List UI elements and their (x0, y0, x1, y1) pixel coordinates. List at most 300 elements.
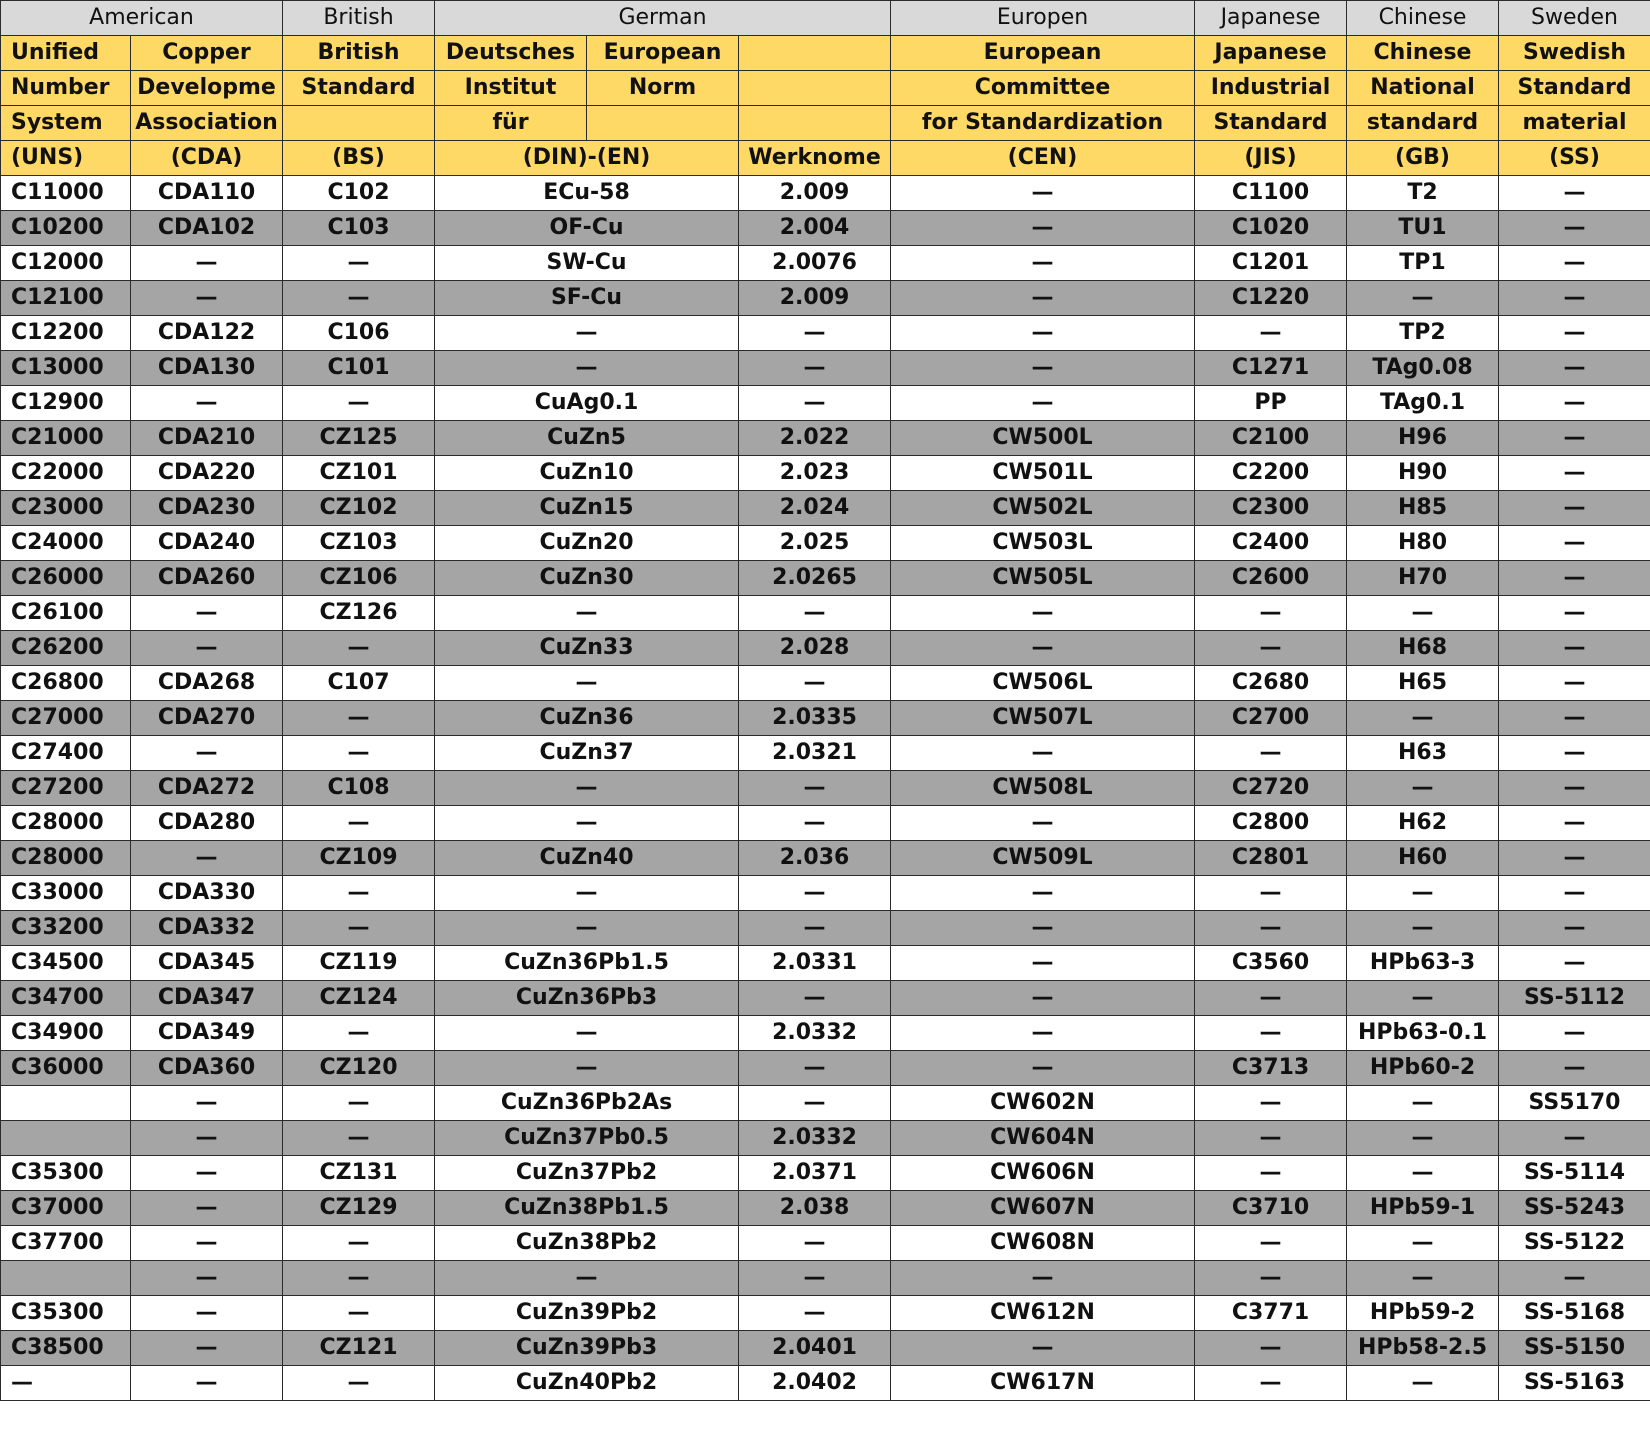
bs-header: British (283, 36, 435, 71)
werk-cell: 2.0332 (739, 1016, 891, 1051)
din-en-cell: CuAg0.1 (435, 386, 739, 421)
bs-cell: — (283, 246, 435, 281)
din-en-cell: OF-Cu (435, 211, 739, 246)
ss-cell: — (1499, 491, 1650, 526)
werk-cell: — (739, 316, 891, 351)
bs-cell: CZ121 (283, 1331, 435, 1366)
cen-cell: — (891, 351, 1195, 386)
bs-cell: — (283, 631, 435, 666)
cen-cell: — (891, 386, 1195, 421)
bs-cell: CZ106 (283, 561, 435, 596)
uns-cell: C28000 (1, 806, 131, 841)
werk-cell: 2.004 (739, 211, 891, 246)
din-header: Institut (435, 71, 587, 106)
cda-abbrev: (CDA) (131, 141, 283, 176)
jis-cell: C2100 (1195, 421, 1347, 456)
cen-cell: — (891, 1261, 1195, 1296)
werk-cell: 2.009 (739, 176, 891, 211)
uns-cell: C33200 (1, 911, 131, 946)
din-en-cell: — (435, 1016, 739, 1051)
ss-cell: — (1499, 631, 1650, 666)
jis-cell: C1271 (1195, 351, 1347, 386)
table-row (1, 561, 1650, 596)
ss-cell: — (1499, 1051, 1650, 1086)
din-en-cell: CuZn36Pb2As (435, 1086, 739, 1121)
cda-cell: — (131, 1366, 283, 1401)
gb-cell: — (1347, 1086, 1499, 1121)
cda-cell: — (131, 1191, 283, 1226)
ss-cell: — (1499, 351, 1650, 386)
din-en-cell: CuZn40 (435, 841, 739, 876)
jis-cell: C3713 (1195, 1051, 1347, 1086)
ss-cell: — (1499, 421, 1650, 456)
ss-cell: — (1499, 281, 1650, 316)
bs-cell: CZ124 (283, 981, 435, 1016)
din-en-cell: CuZn37Pb0.5 (435, 1121, 739, 1156)
bs-cell: — (283, 876, 435, 911)
table-row (1, 176, 1650, 211)
cen-cell: CW508L (891, 771, 1195, 806)
table-row (1, 1226, 1650, 1261)
din-en-cell: CuZn20 (435, 526, 739, 561)
werk-cell: 2.009 (739, 281, 891, 316)
din-header: Deutsches (435, 36, 587, 71)
cen-cell: CW602N (891, 1086, 1195, 1121)
ss-cell: SS-5163 (1499, 1366, 1650, 1401)
bs-cell: CZ126 (283, 596, 435, 631)
gb-cell: T2 (1347, 176, 1499, 211)
gb-cell: H65 (1347, 666, 1499, 701)
ss-cell: SS-5168 (1499, 1296, 1650, 1331)
bs-cell: — (283, 701, 435, 736)
ss-cell: — (1499, 771, 1650, 806)
standard-header-row-4 (1, 141, 1650, 176)
uns-cell: C23000 (1, 491, 131, 526)
cen-cell: — (891, 316, 1195, 351)
bs-cell: CZ131 (283, 1156, 435, 1191)
uns-cell: C22000 (1, 456, 131, 491)
bs-header: Standard (283, 71, 435, 106)
bs-cell: — (283, 1261, 435, 1296)
din-en-cell: CuZn40Pb2 (435, 1366, 739, 1401)
jis-cell: — (1195, 1156, 1347, 1191)
jis-header: Standard (1195, 106, 1347, 141)
din-en-cell: — (435, 316, 739, 351)
ss-cell: SS-5122 (1499, 1226, 1650, 1261)
uns-header: System (1, 106, 131, 141)
werk-cell: — (739, 771, 891, 806)
cen-cell: — (891, 946, 1195, 981)
cda-cell: — (131, 596, 283, 631)
country-sweden: Sweden (1499, 1, 1650, 36)
ss-cell: — (1499, 561, 1650, 596)
ss-cell: — (1499, 456, 1650, 491)
jis-cell: — (1195, 1366, 1347, 1401)
din-en-cell: CuZn37Pb2 (435, 1156, 739, 1191)
ss-cell: — (1499, 1121, 1650, 1156)
standard-header-row-3 (1, 106, 1650, 141)
bs-cell: CZ125 (283, 421, 435, 456)
cda-cell: CDA272 (131, 771, 283, 806)
jis-cell: C3710 (1195, 1191, 1347, 1226)
werk-cell: 2.0332 (739, 1121, 891, 1156)
werk-cell: 2.0402 (739, 1366, 891, 1401)
bs-header (283, 106, 435, 141)
bs-cell: CZ119 (283, 946, 435, 981)
bs-cell: CZ129 (283, 1191, 435, 1226)
table-row (1, 631, 1650, 666)
cda-header: Association (131, 106, 283, 141)
din-en-cell: — (435, 1261, 739, 1296)
werk-cell: — (739, 596, 891, 631)
gb-cell: TP1 (1347, 246, 1499, 281)
ss-cell: — (1499, 596, 1650, 631)
gb-abbrev: (GB) (1347, 141, 1499, 176)
jis-cell: — (1195, 1121, 1347, 1156)
bs-cell: CZ120 (283, 1051, 435, 1086)
cda-cell: CDA349 (131, 1016, 283, 1051)
ss-cell: — (1499, 736, 1650, 771)
gb-cell: H63 (1347, 736, 1499, 771)
uns-cell: C34900 (1, 1016, 131, 1051)
uns-cell: C26200 (1, 631, 131, 666)
ss-cell: — (1499, 841, 1650, 876)
bs-cell: C108 (283, 771, 435, 806)
table-row (1, 596, 1650, 631)
cda-cell: CDA130 (131, 351, 283, 386)
ss-cell: — (1499, 176, 1650, 211)
din-en-cell: — (435, 771, 739, 806)
din-en-cell: — (435, 1051, 739, 1086)
werk-cell: — (739, 1086, 891, 1121)
cen-cell: CW503L (891, 526, 1195, 561)
jis-cell: — (1195, 1086, 1347, 1121)
bs-cell: — (283, 806, 435, 841)
gb-cell: — (1347, 596, 1499, 631)
werk-cell: — (739, 981, 891, 1016)
werk-header (739, 71, 891, 106)
gb-cell: H80 (1347, 526, 1499, 561)
bs-cell: — (283, 281, 435, 316)
jis-cell: C2680 (1195, 666, 1347, 701)
gb-cell: H90 (1347, 456, 1499, 491)
country-american: American (1, 1, 283, 36)
ss-header: Swedish (1499, 36, 1650, 71)
jis-cell: — (1195, 911, 1347, 946)
table-row (1, 806, 1650, 841)
country-header-row (1, 1, 1650, 36)
cda-cell: CDA347 (131, 981, 283, 1016)
en-header: European (587, 36, 739, 71)
din-en-cell: — (435, 596, 739, 631)
gb-cell: — (1347, 911, 1499, 946)
country-german: German (435, 1, 891, 36)
table-row (1, 701, 1650, 736)
cda-cell: — (131, 736, 283, 771)
cen-cell: — (891, 596, 1195, 631)
ss-cell: — (1499, 246, 1650, 281)
gb-cell: H96 (1347, 421, 1499, 456)
ss-cell: SS-5112 (1499, 981, 1650, 1016)
cda-cell: — (131, 1086, 283, 1121)
table-row (1, 526, 1650, 561)
gb-cell: HPb59-1 (1347, 1191, 1499, 1226)
cen-cell: CW506L (891, 666, 1195, 701)
table-row (1, 246, 1650, 281)
uns-abbrev: (UNS) (1, 141, 131, 176)
din-en-cell: CuZn36Pb3 (435, 981, 739, 1016)
din-en-cell: CuZn38Pb2 (435, 1226, 739, 1261)
cda-cell: CDA260 (131, 561, 283, 596)
en-header: Norm (587, 71, 739, 106)
cda-cell: — (131, 631, 283, 666)
bs-cell: — (283, 1296, 435, 1331)
werk-cell: 2.0401 (739, 1331, 891, 1366)
werk-cell: — (739, 876, 891, 911)
jis-cell: — (1195, 876, 1347, 911)
gb-header: standard (1347, 106, 1499, 141)
table-row (1, 981, 1650, 1016)
uns-cell: C34500 (1, 946, 131, 981)
gb-cell: — (1347, 1226, 1499, 1261)
gb-header: National (1347, 71, 1499, 106)
ss-cell: — (1499, 701, 1650, 736)
cen-header: Committee (891, 71, 1195, 106)
cda-cell: — (131, 281, 283, 316)
ss-cell: — (1499, 1261, 1650, 1296)
din-en-cell: CuZn10 (435, 456, 739, 491)
cda-cell: CDA110 (131, 176, 283, 211)
table-row (1, 771, 1650, 806)
bs-cell: C103 (283, 211, 435, 246)
jis-cell: C2200 (1195, 456, 1347, 491)
table-row (1, 491, 1650, 526)
jis-header: Industrial (1195, 71, 1347, 106)
bs-cell: C101 (283, 351, 435, 386)
uns-cell (1, 1086, 131, 1121)
din-en-cell: CuZn39Pb2 (435, 1296, 739, 1331)
table-row (1, 841, 1650, 876)
din-en-cell: — (435, 911, 739, 946)
jis-cell: C1201 (1195, 246, 1347, 281)
table-row (1, 736, 1650, 771)
werk-cell: — (739, 386, 891, 421)
ss-header: material (1499, 106, 1650, 141)
gb-cell: — (1347, 701, 1499, 736)
din-en-cell: SW-Cu (435, 246, 739, 281)
jis-cell: C2720 (1195, 771, 1347, 806)
gb-cell: HPb63-0.1 (1347, 1016, 1499, 1051)
ss-cell: — (1499, 666, 1650, 701)
cda-cell: CDA268 (131, 666, 283, 701)
gb-cell: HPb58-2.5 (1347, 1331, 1499, 1366)
cda-cell: CDA345 (131, 946, 283, 981)
uns-header: Number (1, 71, 131, 106)
werk-cell: — (739, 1226, 891, 1261)
cen-cell: CW505L (891, 561, 1195, 596)
uns-cell: C26000 (1, 561, 131, 596)
table-row (1, 316, 1650, 351)
bs-cell: — (283, 1366, 435, 1401)
table-row (1, 421, 1650, 456)
werk-cell: — (739, 1051, 891, 1086)
table-row (1, 456, 1650, 491)
table-row (1, 1121, 1650, 1156)
cda-cell: CDA330 (131, 876, 283, 911)
din-en-cell: CuZn5 (435, 421, 739, 456)
din-en-cell: — (435, 806, 739, 841)
ss-cell: — (1499, 806, 1650, 841)
werk-cell: 2.025 (739, 526, 891, 561)
uns-cell: C11000 (1, 176, 131, 211)
gb-cell: H85 (1347, 491, 1499, 526)
table-row (1, 876, 1650, 911)
ss-cell: — (1499, 316, 1650, 351)
din-en-cell: CuZn36 (435, 701, 739, 736)
cen-cell: — (891, 211, 1195, 246)
gb-cell: — (1347, 771, 1499, 806)
bs-cell: C106 (283, 316, 435, 351)
uns-cell: C26100 (1, 596, 131, 631)
gb-cell: H70 (1347, 561, 1499, 596)
gb-cell: — (1347, 281, 1499, 316)
gb-cell: TAg0.08 (1347, 351, 1499, 386)
cen-cell: CW607N (891, 1191, 1195, 1226)
country-european: Europen (891, 1, 1195, 36)
werk-header (739, 106, 891, 141)
cda-cell: CDA360 (131, 1051, 283, 1086)
werk-cell: — (739, 911, 891, 946)
uns-cell: C35300 (1, 1296, 131, 1331)
din-en-cell: CuZn36Pb1.5 (435, 946, 739, 981)
uns-cell: C37700 (1, 1226, 131, 1261)
gb-cell: — (1347, 981, 1499, 1016)
jis-cell: C1220 (1195, 281, 1347, 316)
cda-cell: CDA220 (131, 456, 283, 491)
din-en-cell: CuZn39Pb3 (435, 1331, 739, 1366)
cda-cell: — (131, 386, 283, 421)
bs-cell: C102 (283, 176, 435, 211)
ss-cell: — (1499, 386, 1650, 421)
bs-cell: — (283, 736, 435, 771)
en-header (587, 106, 739, 141)
werk-cell: — (739, 806, 891, 841)
table-row (1, 1296, 1650, 1331)
table-row (1, 1086, 1650, 1121)
uns-cell: C27400 (1, 736, 131, 771)
din-en-cell: CuZn33 (435, 631, 739, 666)
jis-cell: — (1195, 1016, 1347, 1051)
table-row (1, 1366, 1650, 1401)
cen-cell: CW606N (891, 1156, 1195, 1191)
uns-cell: C12200 (1, 316, 131, 351)
werk-cell: 2.0371 (739, 1156, 891, 1191)
cda-cell: — (131, 1261, 283, 1296)
cda-cell: — (131, 1296, 283, 1331)
werk-cell: — (739, 1296, 891, 1331)
table-row (1, 1051, 1650, 1086)
table-row (1, 1191, 1650, 1226)
ss-header: Standard (1499, 71, 1650, 106)
din-en-cell: ECu-58 (435, 176, 739, 211)
werk-cell: 2.0076 (739, 246, 891, 281)
jis-cell: C1020 (1195, 211, 1347, 246)
gb-cell: H62 (1347, 806, 1499, 841)
jis-cell: C2801 (1195, 841, 1347, 876)
table-row (1, 281, 1650, 316)
uns-cell: C12900 (1, 386, 131, 421)
gb-cell: — (1347, 1121, 1499, 1156)
uns-cell: C34700 (1, 981, 131, 1016)
ss-cell: — (1499, 211, 1650, 246)
cen-cell: CW617N (891, 1366, 1195, 1401)
bs-cell: — (283, 1121, 435, 1156)
ss-cell: SS-5114 (1499, 1156, 1650, 1191)
gb-header: Chinese (1347, 36, 1499, 71)
ss-cell: — (1499, 911, 1650, 946)
cen-header: European (891, 36, 1195, 71)
cda-cell: — (131, 841, 283, 876)
uns-cell: C27200 (1, 771, 131, 806)
cen-cell: CW612N (891, 1296, 1195, 1331)
gb-cell: HPb59-2 (1347, 1296, 1499, 1331)
cen-cell: — (891, 1331, 1195, 1366)
uns-cell: C21000 (1, 421, 131, 456)
bs-abbrev: (BS) (283, 141, 435, 176)
cen-header: for Standardization (891, 106, 1195, 141)
cda-cell: — (131, 1156, 283, 1191)
table-row (1, 1016, 1650, 1051)
cen-cell: — (891, 981, 1195, 1016)
table-row (1, 911, 1650, 946)
ss-cell: SS5170 (1499, 1086, 1650, 1121)
uns-cell: C36000 (1, 1051, 131, 1086)
cda-cell: CDA122 (131, 316, 283, 351)
table-row (1, 1331, 1650, 1366)
ss-cell: — (1499, 526, 1650, 561)
jis-cell: — (1195, 631, 1347, 666)
uns-cell: C10200 (1, 211, 131, 246)
bs-cell: C107 (283, 666, 435, 701)
cda-cell: CDA280 (131, 806, 283, 841)
gb-cell: — (1347, 1156, 1499, 1191)
din-en-cell: CuZn15 (435, 491, 739, 526)
cen-cell: — (891, 1016, 1195, 1051)
gb-cell: TU1 (1347, 211, 1499, 246)
cen-cell: — (891, 281, 1195, 316)
jis-cell: PP (1195, 386, 1347, 421)
ss-cell: SS-5243 (1499, 1191, 1650, 1226)
cda-cell: CDA270 (131, 701, 283, 736)
cda-header: Developme (131, 71, 283, 106)
bs-cell: — (283, 386, 435, 421)
din-en-cell: — (435, 876, 739, 911)
cen-cell: — (891, 631, 1195, 666)
uns-header: Unified (1, 36, 131, 71)
table-row (1, 1156, 1650, 1191)
jis-cell: — (1195, 316, 1347, 351)
table-row (1, 1261, 1650, 1296)
gb-cell: HPb60-2 (1347, 1051, 1499, 1086)
uns-cell: C28000 (1, 841, 131, 876)
werk-header (739, 36, 891, 71)
jis-cell: C3560 (1195, 946, 1347, 981)
din-en-cell: CuZn38Pb1.5 (435, 1191, 739, 1226)
gb-cell: H60 (1347, 841, 1499, 876)
werk-cell: 2.022 (739, 421, 891, 456)
cen-cell: — (891, 1051, 1195, 1086)
gb-cell: — (1347, 1366, 1499, 1401)
